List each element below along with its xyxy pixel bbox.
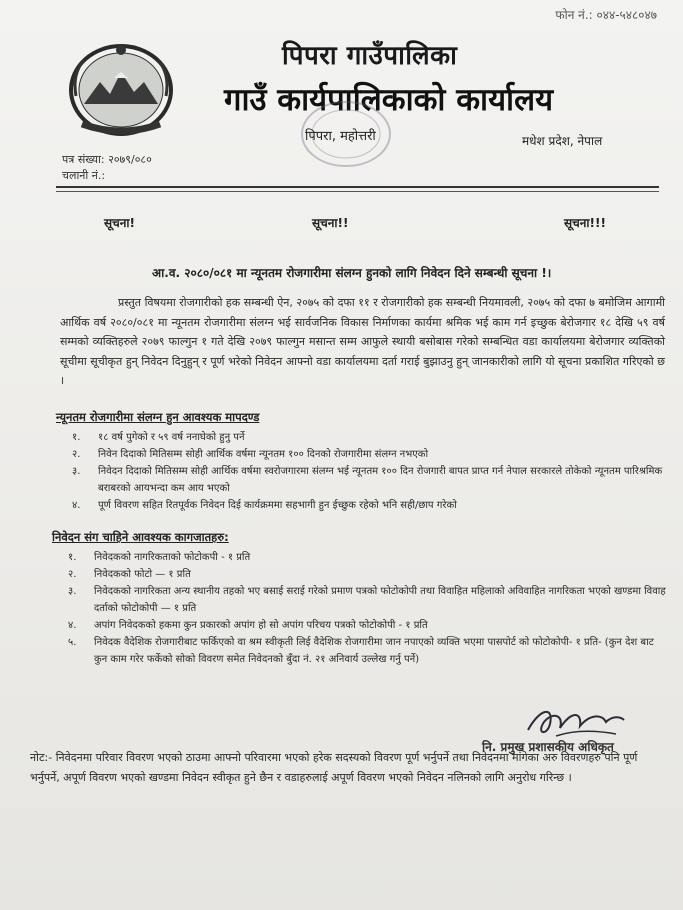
header-divider-thin (56, 191, 659, 192)
list-item: १. निवेदकको नागरिकताको फोटोकपी - १ प्रति (68, 552, 251, 563)
note-block (30, 748, 670, 788)
documents-list (52, 549, 666, 668)
criteria-list (56, 429, 666, 514)
notice-label-2: सूचना!! (312, 216, 349, 230)
documents-heading: निवेदन संग चाहिने आवश्यक कागजातहरु: (52, 530, 229, 544)
list-item: ४. पूर्ण विवरण सहित रितपूर्वक निवेदन दिई कार्यक्रममा सहभागी हुन ईच्छुक रहेको भनि सही/छाप गरेको (72, 500, 457, 511)
header-divider (56, 186, 659, 188)
notice-label-1: सूचना! (104, 216, 135, 230)
reference-block (62, 152, 152, 184)
office-name: गाउँ कार्यपालिकाको कार्यालय (224, 82, 554, 118)
subject-line: आ.व. २०८०/०८१ मा न्यूनतम रोजगारीमा संलग्न हुनको लागि निवेदन दिने सम्बन्धी सूचना !। (152, 266, 552, 280)
province: मधेश प्रदेश, नेपाल (522, 134, 603, 148)
list-item: ५. निवेदक वैदेशिक रोजगारीबाट फर्किएको वा श्रम स्वीकृती लिई वैदेशिक रोजगारीमा जान नपाएको व्यक्ति भएमा पासपोर्ट को फोटोकोपी- १ प्रति- (कुन देश बाट कुन काम गरेर फर्केको सोको विवरण समेत निवेदनको बुँदा नं. २१ अनिवार्य उल्लेख गर्नु पर्ने) (68, 637, 654, 665)
list-item: २. निवेन दिदाको मितिसम्म सोही आर्थिक वर्षमा न्यूनतम १०० दिनको रोजगारीमा संलग्न नभएको (72, 449, 429, 460)
criteria-heading: न्यूनतम रोजगारीमा संलग्न हुन आवश्यक मापदण्ड (56, 410, 260, 424)
note-text: निवेदनमा परिवार विवरण भएको ठाउमा आफ्नो परिवारमा भएको हरेक सदस्यको विवरण पूर्ण भर्नुपर्ने तथा निवेदनमा मांगेका अरु विवरणहरु पनि पूर्ण भर्नुपर्ने, अपूर्ण विवरण भएको खण्डमा निवेदन स्वीकृत हुने छैन र वडाहरुलाई अपूर्ण विवरण भएको निवेदन नलिनको लागि अनुरोध गरिन्छ । (30, 751, 638, 784)
phone-number: फोन नं.: ०४४-५४८०४७ (555, 8, 657, 22)
list-item: ३. निवेदकको नागरिकता अन्य स्थानीय तहको भए बसाई सराई गरेको प्रमाण पत्रको फोटोकोपी तथा विवाहित महिलाको अविवाहित नागरिकता भएको खण्डमा विवाह दर्ताको फोटोकोपी — १ प्रति (68, 586, 666, 614)
criteria-section (56, 410, 666, 514)
list-item: २. निवेदकको फोटो — १ प्रति (68, 569, 191, 580)
list-item: १. १८ वर्ष पुगेको र ५९ वर्ष ननाघेको हुनु पर्ने (72, 432, 245, 443)
nepal-emblem-icon (64, 38, 178, 138)
note-label: नोट:- (30, 751, 53, 764)
list-item: ४. अपांग निवेदकको हकमा कुन प्रकारको अपांग हो सो अपांग परिचय पत्रको फोटोकोपी - १ प्रति (68, 620, 428, 631)
list-item: ३. निवेदन दिदाको मितिसम्म सोही आर्थिक वर्षमा स्वरोजगारमा संलग्न भई न्यूनतम १०० दिन रोजगारी बापत प्राप्त गर्न नेपाल सरकारले तोकेको न्यूनतम पारिश्रमिक बराबरको आयभन्दा कम आय भएको (72, 466, 663, 494)
dispatch-number: चलानी नं.: (62, 169, 106, 182)
org-name: पिपरा गाउँपालिका (282, 41, 458, 71)
body-paragraph: प्रस्तुत विषयमा रोजगारीको हक सम्बन्धी ऐन, २०७५ को दफा ११ र रोजगारीको हक सम्बन्धी नियमावली, २०७५ को दफा ७ बमोजिम आगामी आर्थिक वर्ष २०८०/०८१ मा न्यूनतम रोजगारीमा संलग्न भई सार्वजनिक विकास निर्माणका कार्यमा श्रमिक भई काम गर्न इच्छुक बेरोजगार १८ देखि ५९ वर्ष सम्मको व्यक्तिहरुले २०७९ फाल्गुन १ गते देखि २०७९ फाल्गुन मसान्त सम्म आफुले स्थायी बसोबास गरेको सम्बन्धित वडा कार्यालयमा बेरोजगार व्यक्तिको सूचीमा सूचीकृत हुन् निवेदन दिनुहुन् र पूर्ण भरेको निवेदन आफ्नो वडा कार्यालयमा दर्ता गराई बुझाउनु हुन् जानकारीको लागि यो सूचना प्रकाशित गरिएको छ । (60, 296, 665, 387)
signer-title: नि. प्रमुख प्रशासकीय अधिकृत (482, 740, 614, 754)
notice-label-3: सूचना!!! (564, 216, 606, 230)
ref-number: पत्र संख्या: २०७९/०८० (62, 153, 152, 166)
location: पिपरा, महोत्तरी (305, 129, 376, 144)
documents-section (52, 530, 666, 668)
